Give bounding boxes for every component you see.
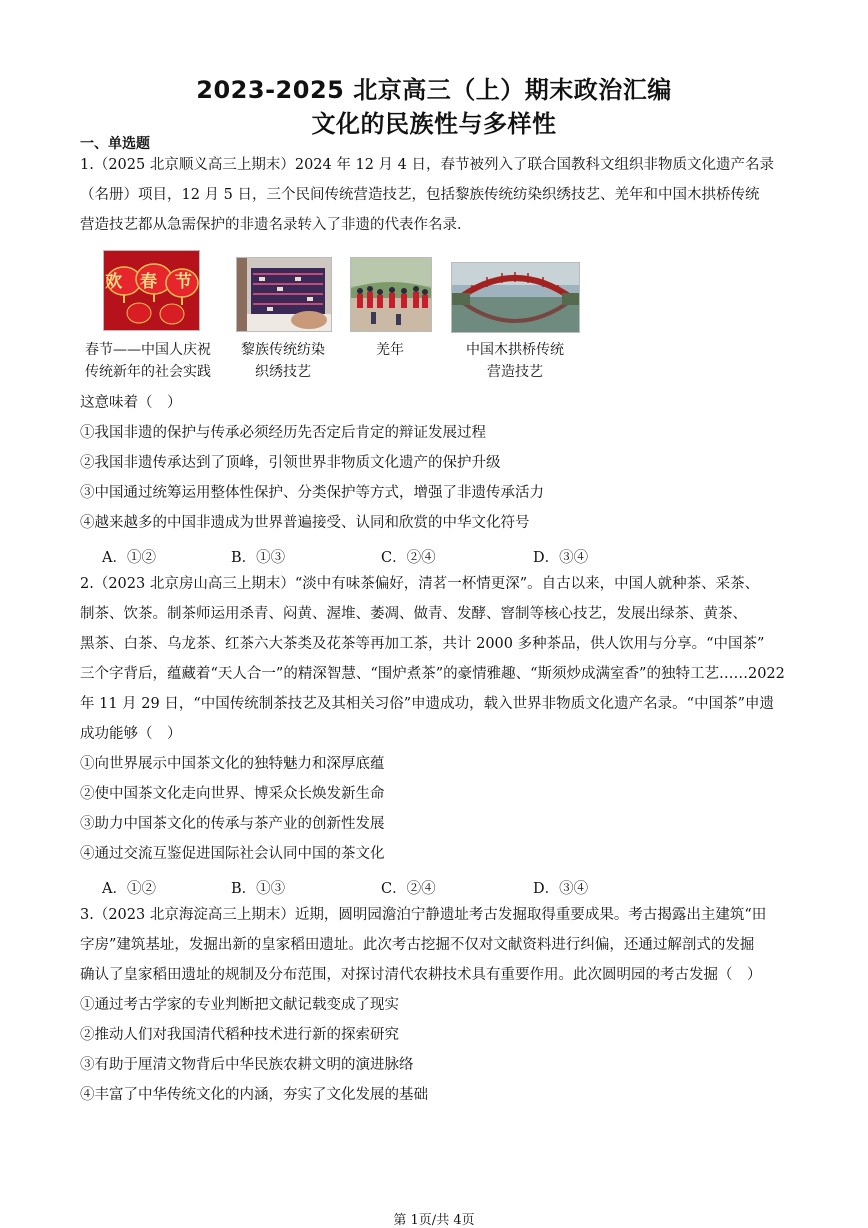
festival-crowd-icon	[351, 258, 431, 331]
q3-line-1: 3.（2023 北京海淀高三上期末）近期，圆明园澹泊宁静遗址考古发掘取得重要成果。考古揭露出主建筑“田	[80, 907, 767, 923]
li-weaving-image	[236, 257, 332, 332]
wooden-arch-bridge-image	[451, 262, 580, 333]
q1-option-d[interactable]: D．③④	[533, 550, 589, 566]
q1-option-a[interactable]: A．①②	[102, 550, 156, 566]
q2-line-4: 三个字背后，蕴藏着“天人合一”的精深智慧、“围炉煮茶”的豪情雅趣、“斯须炒成满室香”的独特工艺……2022	[80, 666, 785, 682]
page-subtitle: 文化的民族性与多样性	[311, 110, 557, 138]
caption-spring-festival-2: 传统新年的社会实践	[85, 364, 211, 380]
q3-statement-3: ③有助于厘清文物背后中华民族农耕文明的演进脉络	[80, 1057, 414, 1073]
q3-line-3: 确认了皇家稻田遗址的规制及分布范围，对探讨清代农耕技术具有重要作用。此次圆明园的考古发掘（ ）	[80, 967, 762, 983]
page-title: 2023-2025 北京高三（上）期末政治汇编	[196, 76, 672, 104]
q3-line-2: 字房”建筑基址，发掘出新的皇家稻田遗址。此次考古挖掘不仅对文献资料进行纠偏，还通过解剖式的发掘	[80, 937, 755, 953]
weaving-icon	[237, 258, 331, 331]
q2-option-c[interactable]: C．②④	[381, 881, 436, 897]
q1-statement-3: ③中国通过统筹运用整体性保护、分类保护等方式，增强了非遗传承活力	[80, 485, 544, 501]
q3-statement-4: ④丰富了中华传统文化的内涵，夯实了文化发展的基础	[80, 1087, 428, 1103]
q1-statement-2: ②我国非遗传承达到了顶峰，引领世界非物质文化遗产的保护升级	[80, 455, 501, 471]
q2-statement-3: ③助力中国茶文化的传承与茶产业的创新性发展	[80, 816, 385, 832]
q2-line-3: 黑茶、白茶、乌龙茶、红茶六大茶类及花茶等再加工茶，共计 2000 多种茶品，供人饮用与分享。“中国茶”	[80, 636, 765, 652]
q1-line-2: （名册）项目，12 月 5 日，三个民间传统营造技艺，包括黎族传统纺染织绣技艺、羌年和中国木拱桥传统	[80, 187, 760, 203]
q1-statement-1: ①我国非遗的保护与传承必须经历先否定后肯定的辩证发展过程	[80, 425, 486, 441]
caption-li-weaving-1: 黎族传统纺染	[241, 342, 325, 358]
q1-statement-4: ④越来越多的中国非遗成为世界普遍接受、认同和欣赏的中华文化符号	[80, 515, 530, 531]
caption-qiang-new-year: 羌年	[376, 342, 404, 358]
caption-spring-festival-1: 春节——中国人庆祝	[85, 342, 211, 358]
q2-line-1: 2.（2023 北京房山高三上期末）“淡中有味茶偏好，清茗一杯情更深”。自古以来，中国人就种茶、采茶、	[80, 576, 760, 592]
q1-line-1: 1.（2025 北京顺义高三上期末）2024 年 12 月 4 日，春节被列入了联合国教科文组织非物质文化遗产名录	[80, 157, 774, 173]
q2-statement-1: ①向世界展示中国茶文化的独特魅力和深厚底蕴	[80, 756, 385, 772]
caption-li-weaving-2: 织绣技艺	[255, 364, 311, 380]
page-number: 第 1页/共 4页	[393, 1213, 475, 1228]
q2-line-2: 制茶、饮茶。制茶师运用杀青、闷黄、渥堆、萎凋、做青、发酵、窨制等核心技艺，发展出绿茶、黄茶、	[80, 606, 747, 622]
q2-option-a[interactable]: A．①②	[102, 881, 156, 897]
q2-line-6: 成功能够（ ）	[80, 726, 182, 742]
q2-option-b[interactable]: B．①③	[231, 881, 286, 897]
q1-stem: 这意味着（ ）	[80, 395, 182, 411]
lantern-sign-text: 欢 春 节	[105, 272, 198, 292]
qiang-new-year-image	[350, 257, 432, 332]
caption-arch-bridge-1: 中国木拱桥传统	[466, 342, 564, 358]
q1-option-c[interactable]: C．②④	[381, 550, 436, 566]
caption-arch-bridge-2: 营造技艺	[487, 364, 543, 380]
q2-option-d[interactable]: D．③④	[533, 881, 589, 897]
section-heading: 一、单选题	[80, 136, 150, 152]
q3-statement-2: ②推动人们对我国清代稻种技术进行新的探索研究	[80, 1027, 399, 1043]
q2-statement-4: ④通过交流互鉴促进国际社会认同中国的茶文化	[80, 846, 385, 862]
q2-line-5: 年 11 月 29 日，“中国传统制茶技艺及其相关习俗”申遗成功，载入世界非物质文化遗产名录。“中国茶”申遗	[80, 696, 774, 712]
q2-statement-2: ②使中国茶文化走向世界、博采众长焕发新生命	[80, 786, 385, 802]
q1-option-b[interactable]: B．①③	[231, 550, 286, 566]
spring-festival-image	[103, 250, 200, 331]
q3-statement-1: ①通过考古学家的专业判断把文献记载变成了现实	[80, 997, 399, 1013]
arch-bridge-icon	[452, 263, 579, 332]
q1-line-3: 营造技艺都从急需保护的非遗名录转入了非遗的代表作名录．	[80, 217, 472, 233]
